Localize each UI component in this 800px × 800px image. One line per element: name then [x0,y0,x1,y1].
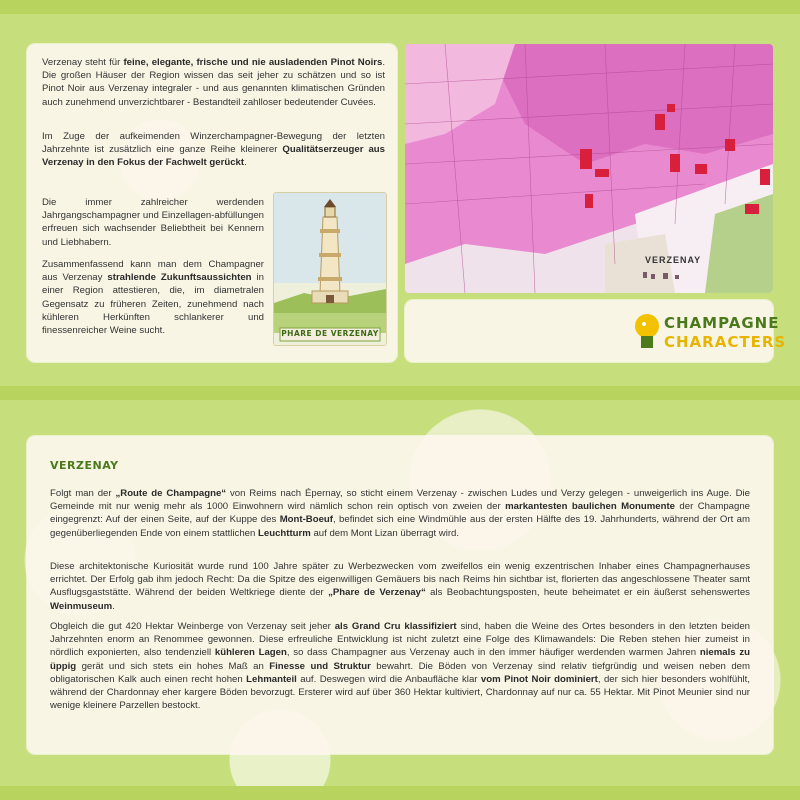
champagne-characters-logo [632,310,787,354]
logo-line-2: CHARACTERS [664,333,787,351]
vineyard-map [405,44,773,293]
map-village-label: VERZENAY [645,255,702,265]
intro-paragraph-4: Zusammenfassend kann man dem Champagner aus Verzenay strahlende Zukunftsaussichten in einer Region attestieren, die, im diametralen Gegensatz zu früheren Zeiten, zunehmend nach kühleren Herkünften schlankerer und finessenreicher Weine sucht. [42,259,264,337]
lighthouse-icon [274,193,386,345]
article-paragraph-2: Diese architektonische Kuriosität wurde rund 100 Jahre später zu Werbezwecken vom zweifellos ein wenig exzentrischen Inhaber eines Champagnerhauses errichtet. Der Erfolg gab ihm jedoch Recht: Da die Spitze des eigenwilligen Gemäuers bis nach Reims hin sichtbar ist, florierten das angeschlossene Theater samt Ausflugsgaststätte. Während der beiden Weltkriege diente der „Phare de Verzenay“ als Beobachtungsposten, heute beheimatet er ein äußerst sehenswertes Weinmuseum. [50,561,750,612]
bottom-band [0,786,800,800]
head-logo-icon [632,312,662,352]
top-band [0,0,800,14]
map-graphic [405,44,773,293]
article-paragraph-3: Obgleich die gut 420 Hektar Weinberge von Verzenay seit jeher als Grand Cru klassifiziert sind, haben die Weine des Ortes besonders in den letzten beiden Jahrzehnten enorm an Renommee gewonnen. Diese erfreuliche Entwicklung ist nicht zuletzt eine Folge des Klimawandels: Die Reben stehen hier zumeist in nördlich exponierten, also tendenziell kühleren Lagen, so dass Champagner aus Verzenay auch in den immer häufiger werdenden warmen Jahren niemals zu üppig gerät und sich stets ein hohes Maß an Finesse und Struktur bewahrt. Die Böden von Verzenay sind relativ tiefgründig und weisen neben dem obligatorischen Kalk auch einen recht hohen Lehmanteil auf. Deswegen wird die Anbaufläche klar vom Pinot Noir dominiert, der sich hier besonders wohlfühlt, während der Chardonnay eher kargere Böden bevorzugt. Ersterer wird auf über 360 Hektar kultiviert, Chardonnay auf nur ca. 55 Hektar. Mit Pinot Meunier sind nur wenige kleinere Parzellen bestockt. [50,621,751,712]
intro-paragraph-2: Im Zuge der aufkeimenden Winzerchampagner-Bewegung der letzten Jahrzehnte ist zusätzlich eine ganze Reihe kleinerer Qualitätserzeuger aus Verzenay in den Fokus der Fachwelt gerückt. [42,131,385,169]
phare-de-verzenay-illustration [273,192,387,346]
tower-caption: PHARE DE VERZENAY [281,329,379,338]
intro-paragraph-3: Die immer zahlreicher werdenden Jahrgangschampagner und Einzellagen-abfüllungen erfreuen sich wachsender Beliebtheit bei Kennern und Liebhabern. [42,197,264,248]
article-paragraph-1: Folgt man der „Route de Champagne“ von Reims nach Épernay, so sticht einem Verzenay - zwischen Ludes und Verzy gelegen - unweigerlich ins Auge. Die Gemeinde mit nur wenig mehr als 1000 Einwohnern wird nämlich schon rein optisch von zweien der markantesten baulichen Monumente der Champagne eingegrenzt: Auf der einen Seite, auf der Kuppe des Mont-Boeuf, befindet sich eine Windmühle aus der ersten Hälfte des 19. Jahrhunderts, während der Ort am gegenüberliegenden Ende von einem stattlichen Leuchtturm auf dem Mont Lizan überragt wird. [50,488,751,539]
middle-band [0,386,800,400]
logo-line-1: CHAMPAGNE [664,314,780,332]
intro-paragraph-1: Verzenay steht für feine, elegante, frische und nie ausladenden Pinot Noirs. Die großen Häuser der Region wissen das seit jeher zu schätzen und so ist Pinot Noir aus Verzenay integraler - und aus genannten klimatischen Gründen auch zunehmend unverzichtbarer - Bestandteil zahlloser bedeutender Cuvées. [42,57,385,108]
article-title: VERZENAY [50,459,119,472]
